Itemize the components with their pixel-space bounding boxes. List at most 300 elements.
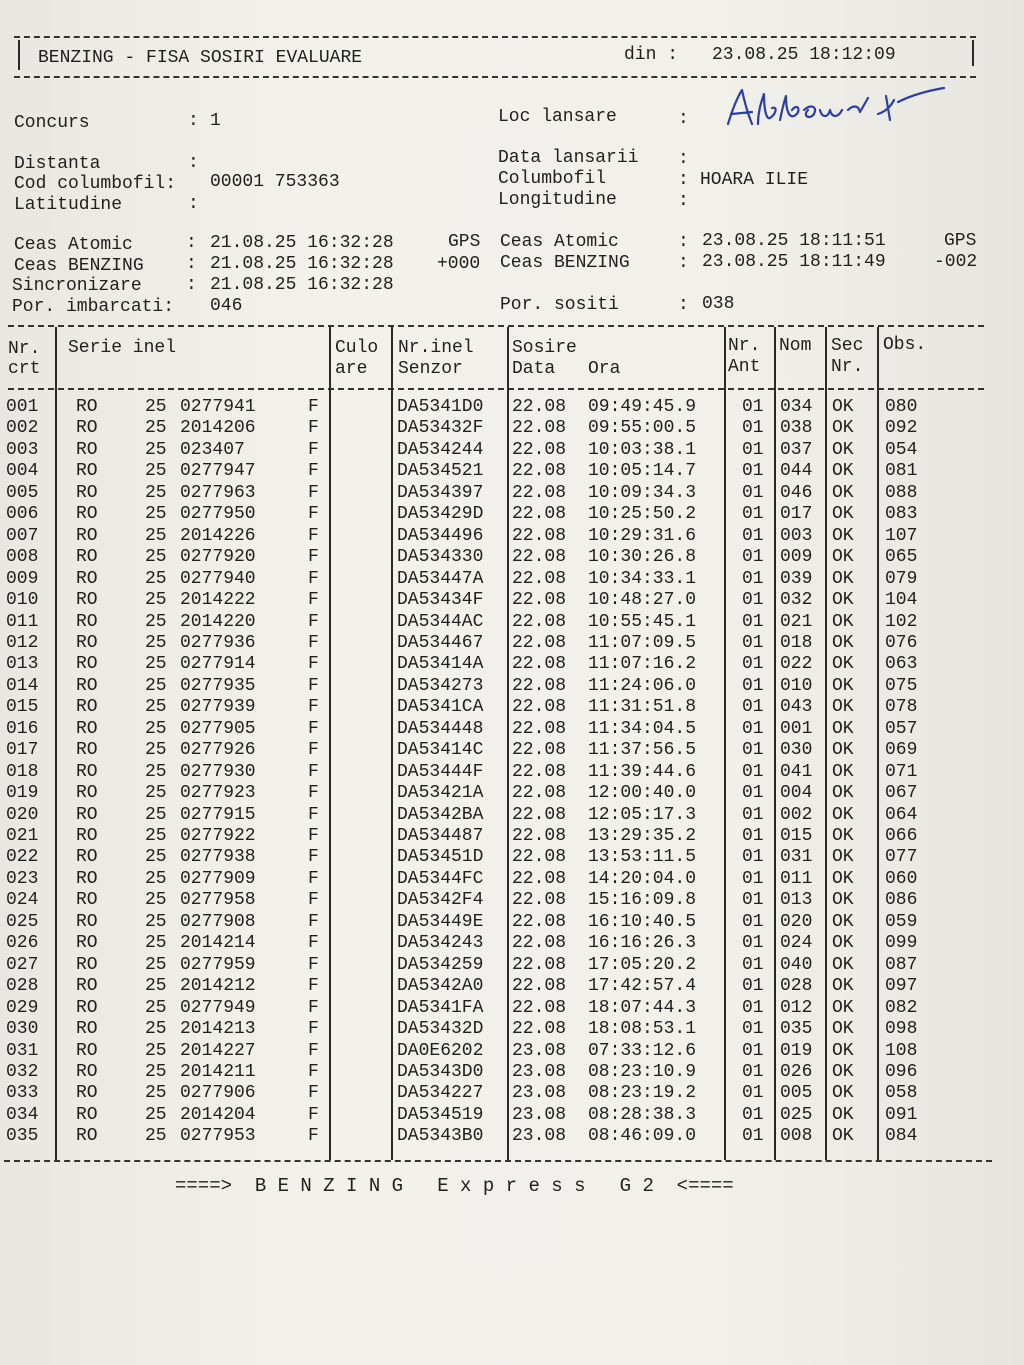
cell-nr-crt: 013 <box>6 654 39 675</box>
cell-nr-ant: 01 <box>742 611 764 632</box>
cell-arrival-date: 22.08 <box>512 654 567 675</box>
concurs-value: 1 <box>210 111 221 131</box>
cell-nr-crt: 022 <box>6 847 39 868</box>
cell-nom: 024 <box>780 933 813 954</box>
cell-obs: 092 <box>885 418 918 439</box>
cell-country: RO <box>76 482 98 503</box>
cell-sensor-ring: DA534330 <box>397 547 484 568</box>
cell-sensor-ring: DA53429D <box>397 504 484 525</box>
cell-country: RO <box>76 611 98 632</box>
cell-ring-number: 0277938 <box>180 847 256 868</box>
cell-obs: 067 <box>885 783 918 804</box>
cell-arrival-time: 10:05:14.7 <box>588 461 697 482</box>
cell-arrival-time: 11:37:56.5 <box>588 740 697 761</box>
cell-arrival-time: 10:34:33.1 <box>588 568 697 589</box>
table-row <box>0 654 1024 675</box>
cell-country: RO <box>76 590 98 611</box>
cell-arrival-time: 11:31:51.8 <box>588 697 697 718</box>
cell-nr-ant: 01 <box>742 397 764 417</box>
cell-obs: 063 <box>885 654 918 675</box>
table-top-rule <box>8 325 984 327</box>
cell-nom: 018 <box>780 632 813 653</box>
cell-sec-nr: OK <box>832 697 854 718</box>
cell-sensor-ring: DA5342BA <box>397 804 484 825</box>
cell-ring-number: 2014222 <box>180 590 256 611</box>
cell-arrival-date: 22.08 <box>512 525 567 546</box>
cell-year: 25 <box>145 1019 167 1040</box>
cell-ring-number: 0277922 <box>180 826 256 846</box>
cell-year: 25 <box>145 911 167 932</box>
cell-ring-number: 0277915 <box>180 804 256 825</box>
table-row <box>0 440 1024 461</box>
cell-sex: F <box>308 911 319 932</box>
cell-ring-number: 0277920 <box>180 547 256 568</box>
th-nr-ant-1: Nr. <box>728 336 761 356</box>
cell-country: RO <box>76 547 98 568</box>
cell-ring-number: 2014227 <box>180 1040 256 1061</box>
data-lansarii-colon: : <box>678 149 689 169</box>
cell-year: 25 <box>145 976 167 997</box>
cell-arrival-date: 22.08 <box>512 461 567 482</box>
cell-arrival-time: 18:08:53.1 <box>588 1019 697 1040</box>
table-row <box>0 1041 1024 1062</box>
table-row <box>0 998 1024 1019</box>
handwritten-launch-place-text: Ablonitr <box>718 80 723 81</box>
cell-ring-number: 2014204 <box>180 1104 256 1125</box>
cell-sec-nr: OK <box>832 1019 854 1040</box>
cell-arrival-date: 22.08 <box>512 826 567 846</box>
table-row <box>0 418 1024 439</box>
cell-sec-nr: OK <box>832 654 854 675</box>
cell-arrival-time: 10:03:38.1 <box>588 439 697 460</box>
cell-obs: 071 <box>885 761 918 782</box>
cell-sex: F <box>308 439 319 460</box>
cell-year: 25 <box>145 504 167 525</box>
cell-nr-crt: 020 <box>6 804 39 825</box>
cell-ring-number: 0277949 <box>180 997 256 1018</box>
th-ora: Ora <box>588 359 621 379</box>
cell-sec-nr: OK <box>832 590 854 611</box>
table-row <box>0 869 1024 890</box>
cell-obs: 098 <box>885 1019 918 1040</box>
cell-country: RO <box>76 826 98 846</box>
cell-ring-number: 0277930 <box>180 761 256 782</box>
cell-nom: 008 <box>780 1126 813 1147</box>
cod-columbofil-label: Cod columbofil: <box>14 174 177 194</box>
cell-nr-ant: 01 <box>742 418 764 439</box>
cell-arrival-time: 16:10:40.5 <box>588 911 697 932</box>
cell-ring-number: 2014211 <box>180 1061 256 1082</box>
cell-year: 25 <box>145 547 167 568</box>
cell-obs: 075 <box>885 675 918 696</box>
cell-nom: 031 <box>780 847 813 868</box>
cell-arrival-date: 23.08 <box>512 1083 567 1104</box>
cell-ring-number: 0277958 <box>180 890 256 911</box>
cell-arrival-date: 22.08 <box>512 1019 567 1040</box>
cell-arrival-date: 22.08 <box>512 890 567 911</box>
cell-sex: F <box>308 1104 319 1125</box>
cell-arrival-time: 12:00:40.0 <box>588 783 697 804</box>
cell-year: 25 <box>145 1061 167 1082</box>
cell-ring-number: 2014226 <box>180 525 256 546</box>
cell-ring-number: 0277950 <box>180 504 256 525</box>
cell-ring-number: 0277959 <box>180 954 256 975</box>
cell-sensor-ring: DA5343D0 <box>397 1061 484 1082</box>
cell-sec-nr: OK <box>832 761 854 782</box>
cell-nr-crt: 007 <box>6 525 39 546</box>
cell-sensor-ring: DA534243 <box>397 933 484 954</box>
cell-sensor-ring: DA5343B0 <box>397 1126 484 1147</box>
cell-arrival-time: 11:24:06.0 <box>588 675 697 696</box>
cell-sec-nr: OK <box>832 1104 854 1125</box>
cell-arrival-date: 22.08 <box>512 547 567 568</box>
cell-obs: 078 <box>885 697 918 718</box>
cell-sex: F <box>308 1040 319 1061</box>
cell-nom: 009 <box>780 547 813 568</box>
cell-arrival-date: 22.08 <box>512 418 567 439</box>
table-row <box>0 1019 1024 1040</box>
cell-sensor-ring: DA53449E <box>397 911 484 932</box>
table-row <box>0 612 1024 633</box>
cell-nr-ant: 01 <box>742 976 764 997</box>
cell-sensor-ring: DA534259 <box>397 954 484 975</box>
cell-ring-number: 0277926 <box>180 740 256 761</box>
ceas-benzing-label: Ceas BENZING <box>14 256 144 276</box>
ceas-benzing-colon: : <box>186 254 197 274</box>
cell-arrival-time: 10:55:45.1 <box>588 611 697 632</box>
cell-obs: 054 <box>885 439 918 460</box>
cell-arrival-date: 22.08 <box>512 482 567 503</box>
cell-nr-crt: 035 <box>6 1126 39 1147</box>
report-date-label: din : <box>624 45 679 65</box>
cell-sensor-ring: DA5344FC <box>397 868 484 889</box>
cell-nr-crt: 029 <box>6 997 39 1018</box>
cell-arrival-time: 10:29:31.6 <box>588 525 697 546</box>
cell-nr-ant: 01 <box>742 1061 764 1082</box>
cell-arrival-date: 22.08 <box>512 718 567 739</box>
cell-arrival-time: 10:48:27.0 <box>588 590 697 611</box>
cell-sec-nr: OK <box>832 418 854 439</box>
cell-arrival-time: 11:07:09.5 <box>588 632 697 653</box>
cell-sec-nr: OK <box>832 461 854 482</box>
cell-nom: 025 <box>780 1104 813 1125</box>
cell-year: 25 <box>145 718 167 739</box>
report-date-value: 23.08.25 18:12:09 <box>712 45 896 65</box>
cell-sex: F <box>308 783 319 804</box>
cell-country: RO <box>76 525 98 546</box>
cell-ring-number: 0277935 <box>180 675 256 696</box>
table-row <box>0 569 1024 590</box>
ceas-benzing-label-2: Ceas BENZING <box>500 253 630 273</box>
header-top-rule <box>14 36 976 38</box>
table-row <box>0 955 1024 976</box>
cell-arrival-time: 12:05:17.3 <box>588 804 697 825</box>
cell-nom: 004 <box>780 783 813 804</box>
cell-obs: 080 <box>885 397 918 417</box>
cell-sec-nr: OK <box>832 1126 854 1147</box>
cell-arrival-time: 10:09:34.3 <box>588 482 697 503</box>
cell-country: RO <box>76 1104 98 1125</box>
cell-arrival-time: 07:33:12.6 <box>588 1040 697 1061</box>
cell-nr-crt: 011 <box>6 611 39 632</box>
cell-obs: 079 <box>885 568 918 589</box>
cell-year: 25 <box>145 525 167 546</box>
table-row <box>0 1062 1024 1083</box>
cell-obs: 102 <box>885 611 918 632</box>
cell-obs: 097 <box>885 976 918 997</box>
cell-year: 25 <box>145 461 167 482</box>
cell-country: RO <box>76 675 98 696</box>
cell-sex: F <box>308 933 319 954</box>
cell-nr-crt: 034 <box>6 1104 39 1125</box>
th-culoare-1: Culo <box>335 338 379 358</box>
cell-arrival-time: 08:28:38.3 <box>588 1104 697 1125</box>
cell-nr-crt: 032 <box>6 1061 39 1082</box>
cell-arrival-time: 08:23:10.9 <box>588 1061 697 1082</box>
cell-arrival-date: 23.08 <box>512 1040 567 1061</box>
sincronizare-colon: : <box>186 275 197 295</box>
cell-sensor-ring: DA534467 <box>397 632 484 653</box>
cell-country: RO <box>76 632 98 653</box>
cell-sex: F <box>308 997 319 1018</box>
cell-nr-ant: 01 <box>742 654 764 675</box>
table-row <box>0 762 1024 783</box>
cell-country: RO <box>76 890 98 911</box>
th-data: Data <box>512 359 556 379</box>
columbofil-label: Columbofil <box>498 169 607 189</box>
cell-nr-crt: 002 <box>6 418 39 439</box>
table-row <box>0 783 1024 804</box>
cell-nom: 022 <box>780 654 813 675</box>
cell-nr-ant: 01 <box>742 783 764 804</box>
table-row <box>0 805 1024 826</box>
cell-obs: 057 <box>885 718 918 739</box>
cell-nom: 013 <box>780 890 813 911</box>
cell-arrival-date: 22.08 <box>512 933 567 954</box>
cell-sec-nr: OK <box>832 611 854 632</box>
cell-arrival-date: 22.08 <box>512 804 567 825</box>
cell-nr-ant: 01 <box>742 590 764 611</box>
cell-obs: 076 <box>885 632 918 653</box>
imbarcati-label: Por. imbarcati: <box>12 297 175 317</box>
cell-nr-ant: 01 <box>742 740 764 761</box>
report-title: BENZING - FISA SOSIRI EVALUARE <box>38 48 363 68</box>
table-bottom-rule <box>4 1160 992 1162</box>
cell-sensor-ring: DA5341FA <box>397 997 484 1018</box>
table-row <box>0 826 1024 847</box>
longitudine-label: Longitudine <box>498 190 617 210</box>
ceas-atomic-colon-2: : <box>678 232 689 252</box>
cell-sec-nr: OK <box>832 783 854 804</box>
cell-arrival-date: 22.08 <box>512 976 567 997</box>
cell-sensor-ring: DA53421A <box>397 783 484 804</box>
cell-country: RO <box>76 933 98 954</box>
cell-arrival-date: 23.08 <box>512 1104 567 1125</box>
cell-sex: F <box>308 397 319 417</box>
cell-ring-number: 0277940 <box>180 568 256 589</box>
cell-nr-ant: 01 <box>742 997 764 1018</box>
cell-sensor-ring: DA5341D0 <box>397 397 484 417</box>
cell-obs: 091 <box>885 1104 918 1125</box>
cell-nr-crt: 003 <box>6 439 39 460</box>
cell-nr-ant: 01 <box>742 718 764 739</box>
cell-nom: 010 <box>780 675 813 696</box>
cell-nr-ant: 01 <box>742 461 764 482</box>
cell-country: RO <box>76 461 98 482</box>
cell-ring-number: 2014206 <box>180 418 256 439</box>
cell-country: RO <box>76 439 98 460</box>
cell-country: RO <box>76 740 98 761</box>
cell-nom: 026 <box>780 1061 813 1082</box>
cell-sex: F <box>308 590 319 611</box>
cell-country: RO <box>76 504 98 525</box>
cell-year: 25 <box>145 568 167 589</box>
cell-ring-number: 0277963 <box>180 482 256 503</box>
cell-ring-number: 0277908 <box>180 911 256 932</box>
cell-sex: F <box>308 868 319 889</box>
data-lansarii-label: Data lansarii <box>498 148 639 168</box>
cell-ring-number: 0277905 <box>180 718 256 739</box>
columbofil-value: HOARA ILIE <box>700 170 809 190</box>
cell-obs: 060 <box>885 868 918 889</box>
cell-sec-nr: OK <box>832 1083 854 1104</box>
cell-sex: F <box>308 525 319 546</box>
cell-sec-nr: OK <box>832 547 854 568</box>
cell-nr-ant: 01 <box>742 954 764 975</box>
cell-nom: 011 <box>780 868 813 889</box>
cell-obs: 107 <box>885 525 918 546</box>
cell-nr-ant: 01 <box>742 632 764 653</box>
cell-nr-crt: 017 <box>6 740 39 761</box>
cell-sec-nr: OK <box>832 804 854 825</box>
cell-year: 25 <box>145 890 167 911</box>
cell-nr-ant: 01 <box>742 847 764 868</box>
cell-nr-crt: 026 <box>6 933 39 954</box>
distanta-label: Distanta <box>14 154 101 174</box>
cell-year: 25 <box>145 933 167 954</box>
cell-nr-crt: 008 <box>6 547 39 568</box>
cell-sensor-ring: DA53414A <box>397 654 484 675</box>
cell-arrival-date: 22.08 <box>512 911 567 932</box>
th-culoare-2: are <box>335 359 368 379</box>
cell-obs: 069 <box>885 740 918 761</box>
cell-arrival-date: 22.08 <box>512 697 567 718</box>
cell-sensor-ring: DA5341CA <box>397 697 484 718</box>
cell-arrival-time: 08:46:09.0 <box>588 1126 697 1147</box>
cell-country: RO <box>76 761 98 782</box>
cell-sensor-ring: DA534227 <box>397 1083 484 1104</box>
cell-sex: F <box>308 461 319 482</box>
cell-sensor-ring: DA53432D <box>397 1019 484 1040</box>
table-row <box>0 912 1024 933</box>
cell-arrival-time: 09:49:45.9 <box>588 397 697 417</box>
cell-sec-nr: OK <box>832 675 854 696</box>
cell-nom: 001 <box>780 718 813 739</box>
cell-sec-nr: OK <box>832 933 854 954</box>
table-row <box>0 740 1024 761</box>
cell-sec-nr: OK <box>832 1061 854 1082</box>
cell-ring-number: 2014220 <box>180 611 256 632</box>
cell-obs: 088 <box>885 482 918 503</box>
cell-arrival-time: 14:20:04.0 <box>588 868 697 889</box>
cell-country: RO <box>76 911 98 932</box>
cell-nom: 034 <box>780 397 813 417</box>
cell-year: 25 <box>145 675 167 696</box>
cell-year: 25 <box>145 868 167 889</box>
cell-obs: 086 <box>885 890 918 911</box>
cell-nr-crt: 024 <box>6 890 39 911</box>
cell-obs: 083 <box>885 504 918 525</box>
cell-year: 25 <box>145 804 167 825</box>
cell-arrival-date: 22.08 <box>512 997 567 1018</box>
cell-sec-nr: OK <box>832 954 854 975</box>
cell-year: 25 <box>145 783 167 804</box>
cell-ring-number: 0277923 <box>180 783 256 804</box>
cell-arrival-time: 08:23:19.2 <box>588 1083 697 1104</box>
ceas-benzing-start: 21.08.25 16:32:28 <box>210 254 394 274</box>
th-sec-nr: Nr. <box>831 357 864 377</box>
latitudine-colon: : <box>188 194 199 214</box>
cell-nr-ant: 01 <box>742 568 764 589</box>
columbofil-colon: : <box>678 170 689 190</box>
cell-ring-number: 0277914 <box>180 654 256 675</box>
cell-nom: 039 <box>780 568 813 589</box>
cell-nom: 044 <box>780 461 813 482</box>
cell-arrival-date: 22.08 <box>512 783 567 804</box>
cell-nom: 032 <box>780 590 813 611</box>
cell-sex: F <box>308 1083 319 1104</box>
cell-sex: F <box>308 1019 319 1040</box>
cell-arrival-time: 18:07:44.3 <box>588 997 697 1018</box>
handwritten-launch-place <box>718 80 948 138</box>
cell-ring-number: 2014214 <box>180 933 256 954</box>
cell-arrival-time: 11:39:44.6 <box>588 761 697 782</box>
latitudine-label: Latitudine <box>14 195 123 215</box>
cell-ring-number: 0277909 <box>180 868 256 889</box>
imbarcati-value: 046 <box>210 296 243 316</box>
cell-sensor-ring: DA534448 <box>397 718 484 739</box>
cell-nom: 002 <box>780 804 813 825</box>
cell-obs: 104 <box>885 590 918 611</box>
cell-arrival-date: 22.08 <box>512 740 567 761</box>
cell-nr-crt: 031 <box>6 1040 39 1061</box>
cell-nr-crt: 016 <box>6 718 39 739</box>
cell-sec-nr: OK <box>832 868 854 889</box>
cell-sex: F <box>308 954 319 975</box>
cell-country: RO <box>76 418 98 439</box>
ceas-benzing-start-diff: +000 <box>437 254 481 274</box>
cell-sec-nr: OK <box>832 1040 854 1061</box>
cell-sex: F <box>308 568 319 589</box>
cell-nom: 040 <box>780 954 813 975</box>
cell-sensor-ring: DA534487 <box>397 826 484 846</box>
cell-year: 25 <box>145 1104 167 1125</box>
cell-sec-nr: OK <box>832 718 854 739</box>
ceas-atomic-start-src: GPS <box>448 232 481 252</box>
cell-sensor-ring: DA534397 <box>397 482 484 503</box>
cell-sec-nr: OK <box>832 847 854 868</box>
cell-nr-ant: 01 <box>742 890 764 911</box>
cell-year: 25 <box>145 654 167 675</box>
table-row <box>0 397 1024 418</box>
th-nr-ant-2: Ant <box>728 357 761 377</box>
cell-arrival-date: 22.08 <box>512 611 567 632</box>
cell-year: 25 <box>145 847 167 868</box>
cell-nr-ant: 01 <box>742 504 764 525</box>
cell-arrival-date: 23.08 <box>512 1126 567 1147</box>
cell-arrival-time: 16:16:26.3 <box>588 933 697 954</box>
sincronizare-label: Sincronizare <box>12 276 142 296</box>
